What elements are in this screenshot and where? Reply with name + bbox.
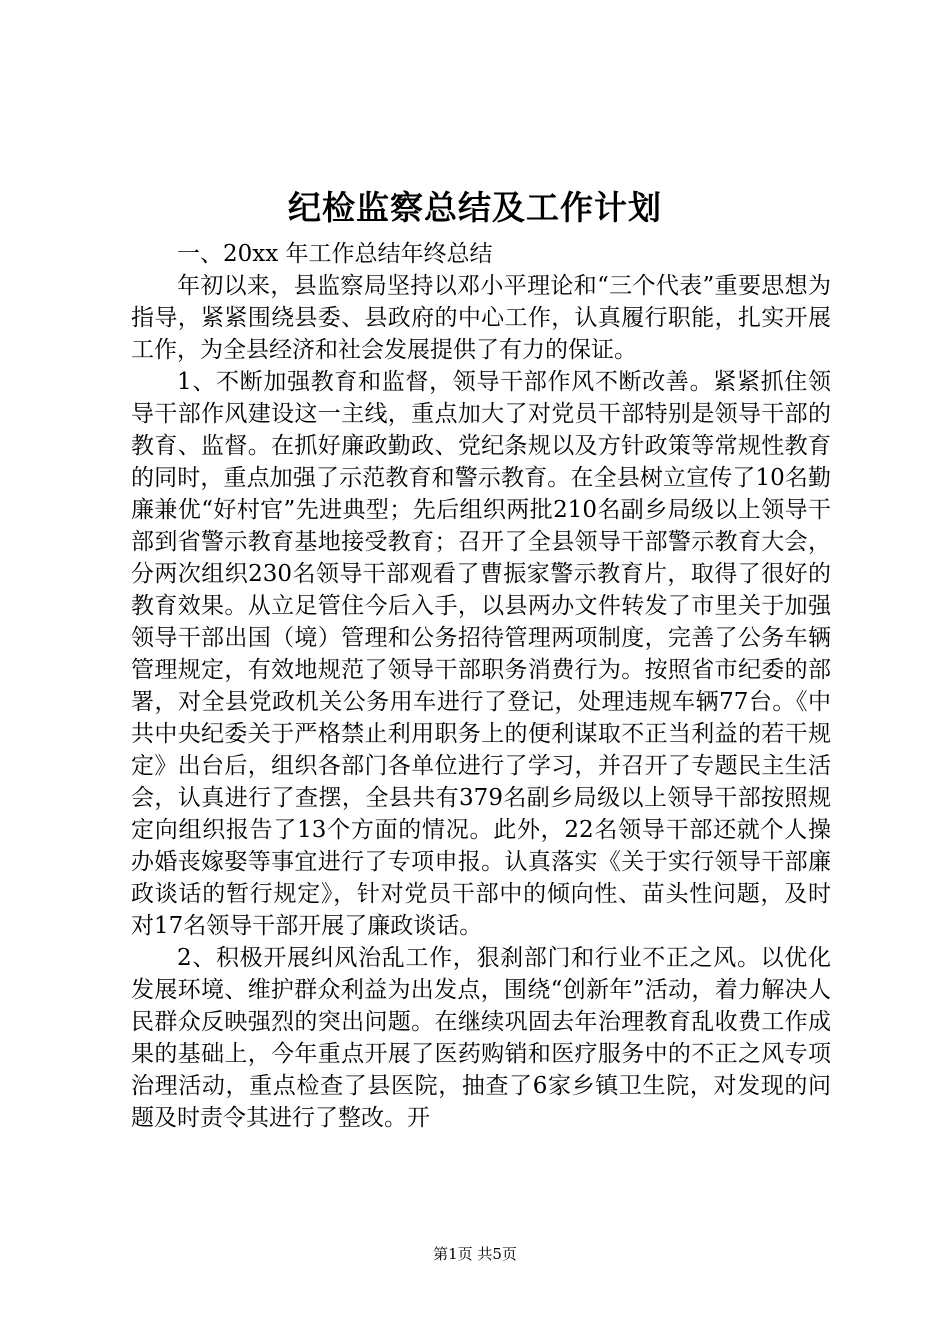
paragraph-intro: 年初以来，县监察局坚持以邓小平理论和“三个代表”重要思想为指导，紧紧围绕县委、县政府的中心工作，认真履行职能，扎实开展工作，为全县经济和社会发展提供了有力的保证。 <box>131 273 831 363</box>
document-title: 纪检监察总结及工作计划 <box>288 188 662 227</box>
section-heading: 一、20xx 年工作总结年终总结 <box>177 241 493 267</box>
page-footer: 第1页 共5页 <box>433 1245 517 1263</box>
document-body <box>131 238 831 1134</box>
paragraph-correct-practices: 2、积极开展纠风治乱工作，狠刹部门和行业不正之风。以优化发展环境、维护群众利益为出发点，围绕“创新年”活动，着力解决人民群众反映强烈的突出问题。在继续巩固去年治理教育乱收费工作成果的基础上，今年重点开展了医药购销和医疗服务中的不正之风专项治理活动，重点检查了县医院，抽查了6家乡镇卫生院，对发现的问题及时责令其进行了整改。开 <box>131 945 831 1131</box>
paragraph-education-supervision: 1、不断加强教育和监督，领导干部作风不断改善。紧紧抓住领导干部作风建设这一主线，重点加大了对党员干部特别是领导干部的教育、监督。在抓好廉政勤政、党纪条规以及方针政策等常规性教育的同时，重点加强了示范教育和警示教育。在全县树立宣传了10名勤廉兼优“好村官”先进典型；先后组织两批210名副乡局级以上领导干部到省警示教育基地接受教育；召开了全县领导干部警示教育大会，分两次组织230名领导干部观看了曹振家警示教育片，取得了很好的教育效果。从立足管住今后入手，以县两办文件转发了市里关于加强领导干部出国（境）管理和公务招待管理两项制度，完善了公务车辆管理规定，有效地规范了领导干部职务消费行为。按照省市纪委的部署，对全县党政机关公务用车进行了登记，处理违规车辆77台。《中共中央纪委关于严格禁止利用职务上的便利谋取不正当利益的若干规定》出台后，组织各部门各单位进行了学习，并召开了专题民主生活会，认真进行了查摆，全县共有379名副乡局级以上领导干部按照规定向组织报告了13个方面的情况。此外，22名领导干部还就个人操办婚丧嫁娶等事宜进行了专项申报。认真落实《关于实行领导干部廉政谈话的暂行规定》，针对党员干部中的倾向性、苗头性问题，及时对17名领导干部开展了廉政谈话。 <box>131 369 831 939</box>
